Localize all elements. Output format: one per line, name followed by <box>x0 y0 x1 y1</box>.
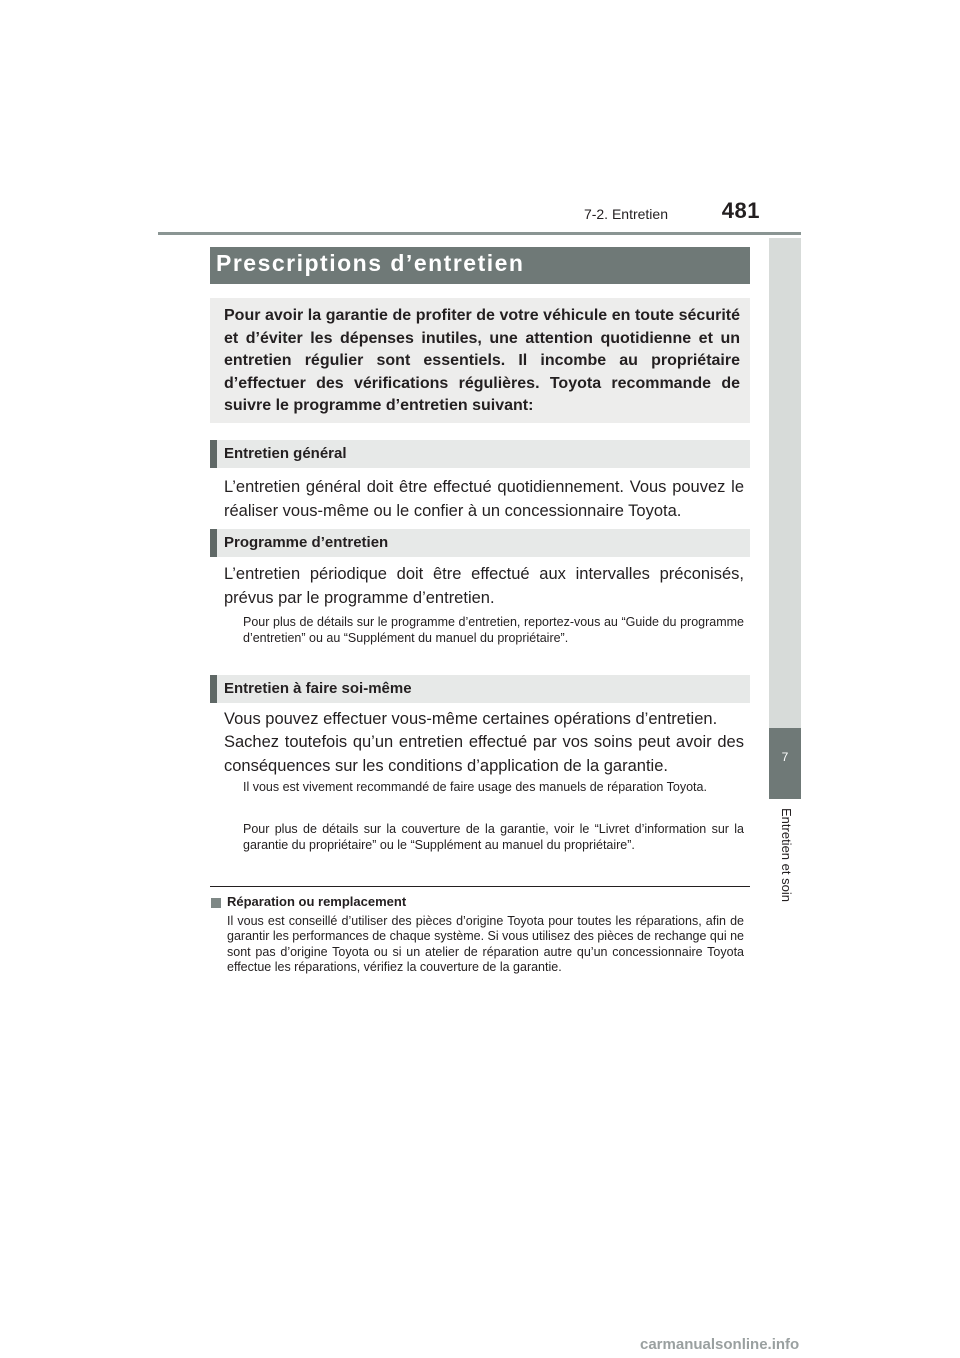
intro-text: Pour avoir la garantie de profiter de votre véhicule en toute sécurité et d’éviter les dépenses inutiles, une attention quotidienne et un entretien régulier sont essentiels. Il incombe au propriétaire d’effectuer des vérifications régulières. Toyota recommande de suivre le programme d’entretien suivant: <box>224 307 740 415</box>
watermark: carmanualsonline.info <box>640 1336 800 1353</box>
section-title-programme: Programme d’entretien <box>224 534 389 551</box>
section-label: 7-2. Entretien <box>583 206 668 222</box>
square-bullet-icon <box>211 898 221 908</box>
section-marker <box>210 675 217 703</box>
repair-title: Réparation ou remplacement <box>227 894 407 909</box>
repair-text: Il vous est conseillé d’utiliser des pièces d’origine Toyota pour toutes les réparations, afin de garantir les performances de chaque système. Si vous utilisez des pièces de rechange qui ne sont pas d’origine Toyota ou si un atelier de réparation autre qu’un concessionnaire Toyota effectue les réparations, vérifiez la couverture de la garantie. <box>227 914 744 974</box>
header-rule <box>158 232 801 235</box>
side-tab-bar <box>769 238 801 728</box>
chapter-number: 7 <box>781 750 789 764</box>
section-note-diy-1: Il vous est vivement recommandé de faire usage des manuels de réparation Toyota. <box>243 780 707 794</box>
section-title-diy: Entretien à faire soi-même <box>224 680 412 697</box>
page-number: 481 <box>721 198 760 223</box>
section-body-diy-line1: Vous pouvez effectuer vous-même certaines opérations d’entretien. <box>224 710 718 728</box>
section-marker <box>210 440 217 468</box>
section-title-general: Entretien général <box>224 445 347 462</box>
divider <box>210 886 750 887</box>
section-body-programme: L’entretien périodique doit être effectué aux intervalles préconisés, prévus par le programme d’entretien. <box>224 565 744 607</box>
chapter-name: Entretien et soin <box>779 808 794 902</box>
section-note-programme: Pour plus de détails sur le programme d’entretien, reportez-vous au “Guide du programme d’entretien” ou au “Supplément du manuel du propriétaire”. <box>243 615 744 645</box>
section-body-diy-line2: Sachez toutefois qu’un entretien effectué par vos soins peut avoir des conséquences sur les conditions d’application de la garantie. <box>224 733 744 775</box>
page-title: Prescriptions d’entretien <box>216 250 525 276</box>
section-marker <box>210 529 217 557</box>
section-body-general: L’entretien général doit être effectué quotidiennement. Vous pouvez le réaliser vous-même ou le confier à un concessionnaire Toyota. <box>224 478 744 520</box>
section-note-diy-2: Pour plus de détails sur la couverture de la garantie, voir le “Livret d’information sur la garantie du propriétaire” ou le “Supplément au manuel du propriétaire”. <box>243 822 744 852</box>
